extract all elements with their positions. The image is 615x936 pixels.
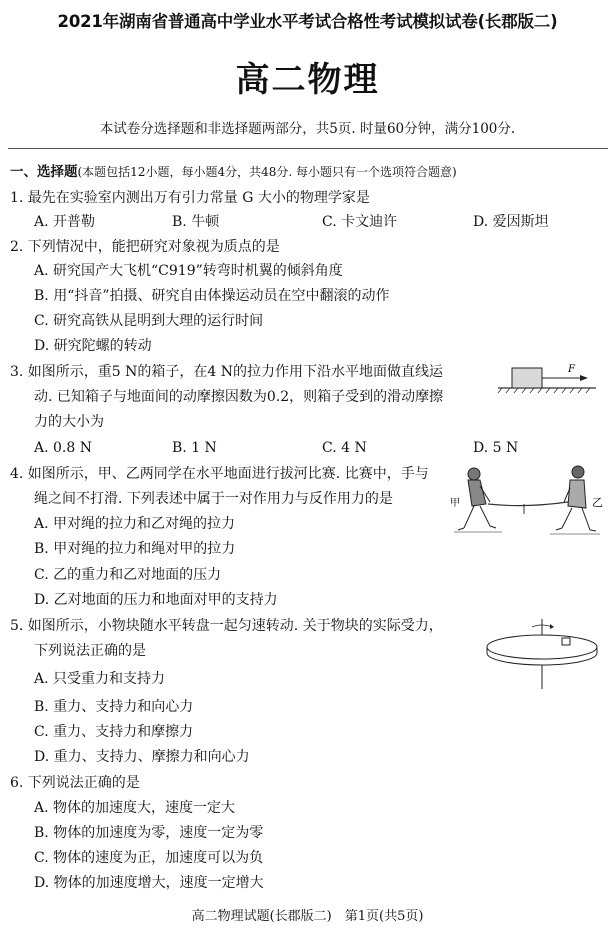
section-note: (本题包括12小题，每小题4分，共48分. 每小题只有一个选项符合题意) — [77, 165, 457, 179]
q5-option-c: C. 重力、支持力和摩擦力 — [34, 724, 194, 740]
q5-option-a: A. 只受重力和支持力 — [34, 671, 166, 687]
q4-option-c: C. 乙的重力和乙对地面的压力 — [34, 567, 222, 583]
q2-stem: 2. 下列情况中，能把研究对象视为质点的是 — [10, 239, 280, 255]
q3-stem-line-3: 力的大小为 — [34, 414, 104, 430]
q3-option-a: A. 0.8 N — [34, 440, 92, 456]
q4-stem-line-1: 4. 如图所示，甲、乙两同学在水平地面进行拔河比赛. 比赛中，手与 — [10, 466, 429, 482]
person-yi-icon — [556, 466, 596, 531]
exam-title: 2021年湖南省普通高中学业水平考试合格性考试模拟试卷(长郡版二) — [57, 12, 558, 31]
q5-option-d: D. 重力、支持力、摩擦力和向心力 — [34, 749, 250, 765]
q6-option-b: B. 物体的加速度为零，速度一定为零 — [34, 825, 264, 841]
turntable-figure — [484, 617, 602, 691]
header-divider — [8, 148, 608, 149]
q1-option-b: B. 牛顿 — [172, 214, 220, 230]
q6-stem: 6. 下列说法正确的是 — [10, 775, 140, 791]
q1-option-d: D. 爱因斯坦 — [473, 214, 549, 230]
exam-intro: 本试卷分选择题和非选择题两部分，共5页. 时量60分钟，满分100分. — [99, 121, 516, 137]
q1-option-c: C. 卡文迪许 — [322, 214, 398, 230]
subject-title: 高二物理 — [235, 60, 380, 100]
small-block — [562, 638, 570, 645]
page-footer: 高二物理试题(长郡版二) 第1页(共5页) — [191, 909, 424, 924]
q4-option-b: B. 甲对绳的拉力和绳对甲的拉力 — [34, 541, 236, 557]
q6-option-d: D. 物体的加速度增大，速度一定增大 — [34, 875, 264, 891]
q3-option-d: D. 5 N — [473, 440, 519, 456]
rope — [488, 502, 568, 506]
q4-option-d: D. 乙对地面的压力和地面对甲的支持力 — [34, 592, 278, 608]
q2-option-a: A. 研究国产大飞机“C919”转弯时机翼的倾斜角度 — [34, 263, 343, 279]
q6-option-a: A. 物体的加速度大，速度一定大 — [34, 800, 236, 816]
q3-option-b: B. 1 N — [172, 440, 217, 456]
q4-option-a: A. 甲对绳的拉力和乙对绳的拉力 — [34, 516, 236, 532]
q2-option-d: D. 研究陀螺的转动 — [34, 338, 152, 354]
force-label: F — [568, 364, 575, 375]
q5-stem-line-1: 5. 如图所示，小物块随水平转盘一起匀速转动. 关于物块的实际受力， — [10, 618, 443, 634]
q5-stem-line-2: 下列说法正确的是 — [34, 643, 146, 659]
q4-stem-line-2: 绳之间不打滑. 下列表述中属于一对作用力与反作用力的是 — [34, 491, 393, 507]
section-label: 一、选择题 — [10, 164, 78, 180]
q6-option-c: C. 物体的速度为正，加速度可以为负 — [34, 850, 264, 866]
ground-hatching — [498, 388, 596, 393]
box-block — [512, 368, 542, 388]
turntable-top — [487, 635, 597, 659]
box-pulled-figure — [498, 358, 598, 398]
rotation-arrow-head — [550, 624, 554, 629]
q1-stem: 1. 最先在实验室内测出万有引力常量 G 大小的物理学家是 — [10, 190, 370, 206]
section-heading — [10, 160, 457, 180]
q1-option-a: A. 开普勒 — [34, 214, 96, 230]
label-yi: 乙 — [592, 496, 603, 509]
q3-stem-line-2: 动. 已知箱子与地面间的动摩擦因数为0.2，则箱子受到的滑动摩擦 — [34, 389, 444, 405]
tug-of-war-figure — [450, 460, 605, 540]
q5-option-b: B. 重力、支持力和向心力 — [34, 699, 194, 715]
force-arrow-head — [580, 375, 588, 381]
q3-option-c: C. 4 N — [322, 440, 367, 456]
q3-stem-line-1: 3. 如图所示，重5 N的箱子，在4 N的拉力作用下沿水平地面做直线运 — [10, 364, 444, 380]
q2-option-b: B. 用“抖音”拍摄、研究自由体操运动员在空中翻滚的动作 — [34, 288, 390, 304]
label-jia: 甲 — [450, 498, 460, 509]
q2-option-c: C. 研究高铁从昆明到大理的运行时间 — [34, 313, 264, 329]
person-jia-icon — [458, 468, 496, 530]
